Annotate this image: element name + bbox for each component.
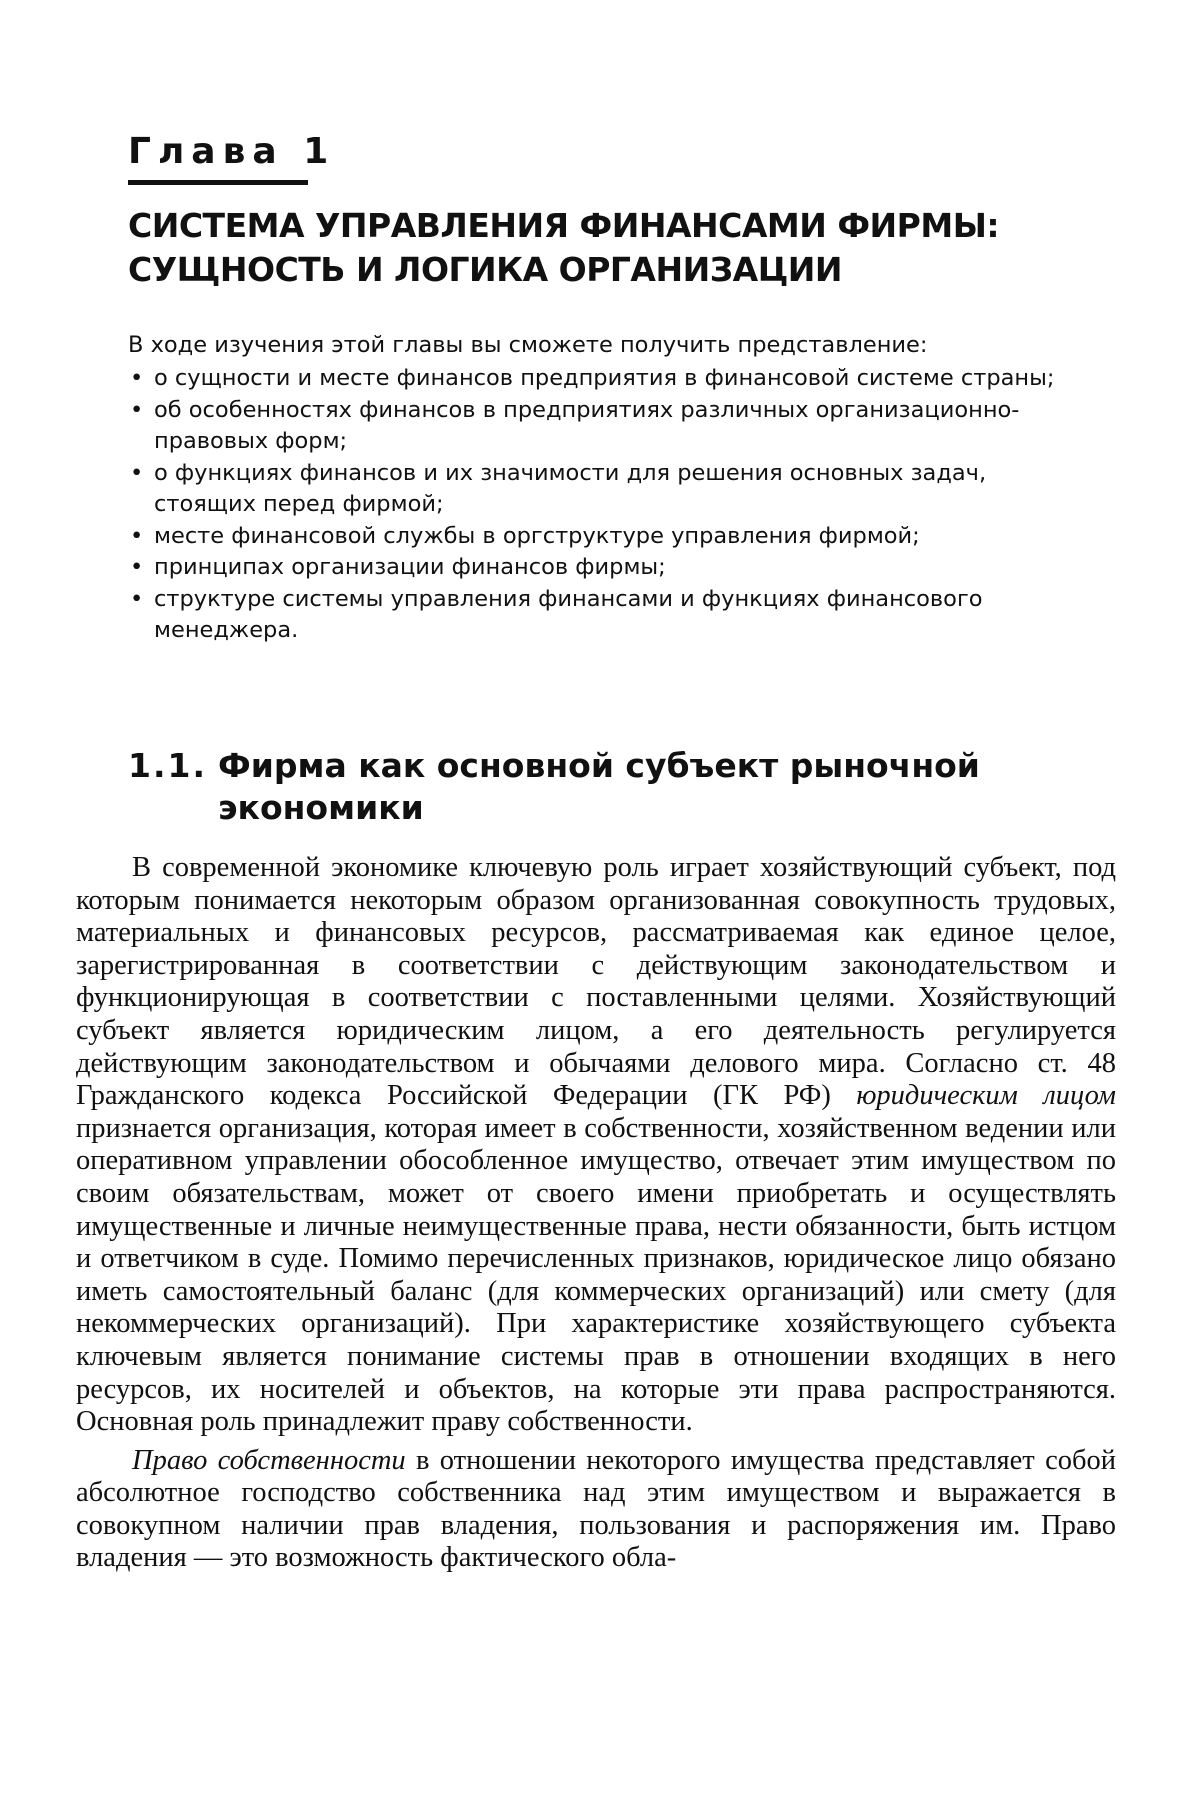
bullet-icon: •: [130, 554, 144, 580]
body-text: [76, 852, 1116, 1581]
learning-objectives-list: [128, 363, 1074, 647]
bullet-icon: •: [130, 365, 144, 391]
list-item: [128, 521, 1074, 553]
list-item-text: о функциях финансов и их значимости для решения основных задач, стоящих перед фирмой;: [154, 459, 987, 517]
section-heading: [128, 745, 1078, 829]
body-paragraph: [76, 1445, 1116, 1575]
list-item: [128, 363, 1074, 395]
chapter-label: Глава 1: [128, 131, 336, 172]
list-item-text: о сущности и месте финансов предприятия в финансовой системе страны;: [154, 365, 1055, 391]
list-item-text: месте финансовой службы в оргструктуре управления фирмой;: [154, 522, 920, 549]
bullet-icon: •: [130, 459, 144, 486]
list-item: [128, 395, 1074, 458]
list-item-text: принципах организации финансов фирмы;: [154, 554, 666, 580]
list-item-text: об особенностях финансов в предприятиях различных организационно-правовых форм;: [154, 396, 1020, 454]
paragraph-text: В современной экономике ключевую роль играет хозяйствующий субъект, под которым понимается некоторым образом организованная совокупность трудовых, материальных и финансовых ресурсов, рассматриваемая как единое целое, зарегистрированная в соответствии с действующим законодательством и функционирующая в соответствии с поставленными целями. Хозяйствующий субъект является юридическим лицом, а его деятельность регулируется действующим законодательством и обычаями делового мира. Согласно ст. 48 Гражданского кодекса Российской Федерации (ГК РФ): [76, 852, 1116, 1112]
chapter-title-line-1: СИСТЕМА УПРАВЛЕНИЯ ФИНАНСАМИ ФИРМЫ:: [128, 206, 1000, 245]
list-item: [128, 584, 1074, 647]
section-number: 1.1.: [128, 746, 207, 785]
italic-term: юридическим лицом: [856, 1080, 1116, 1112]
list-item-text: структуре системы управления финансами и функциях финансового менеджера.: [154, 585, 983, 643]
paragraph-text: признается организация, которая имеет в собственности, хозяйственном ведении или оперативном управлении обособленное имущество, отвечает этим имуществом по своим обязательствам, может от своего имени приобретать и осуществлять имущественные и личные неимущественные права, нести обязанности, быть истцом и ответчиком в суде. Помимо перечисленных признаков, юридическое лицо обязано иметь самостоятельный баланс (для коммерческих организаций) или смету (для некоммерческих организаций). При характеристике хозяйствующего субъекта ключевым является понимание системы прав в отношении входящих в него ресурсов, их носителей и объектов, на которые эти права распространяются. Основная роль принадлежит праву собственности.: [76, 1112, 1116, 1438]
italic-term: Право собственности: [132, 1444, 406, 1476]
chapter-title: [128, 204, 1088, 292]
learning-objectives-lead: В ходе изучения этой главы вы сможете получить представление:: [128, 332, 928, 358]
bullet-icon: •: [130, 396, 144, 423]
paragraph-text: в отношении некоторого имущества представляет собой абсолютное господство собственника над этим имуществом и выражается в совокупном наличии прав владения, пользования и распоряжения им. Право владения — это возможность фактического обла-: [76, 1444, 1116, 1574]
section-title: Фирма как основной субъект рыночной экономики: [218, 746, 980, 827]
chapter-underline: [128, 180, 308, 185]
list-item: [128, 552, 1074, 584]
list-item: [128, 458, 1074, 521]
bullet-icon: •: [130, 585, 144, 612]
chapter-title-line-2: СУЩНОСТЬ И ЛОГИКА ОРГАНИЗАЦИИ: [128, 250, 843, 289]
body-paragraph: [76, 852, 1116, 1439]
bullet-icon: •: [130, 522, 144, 549]
